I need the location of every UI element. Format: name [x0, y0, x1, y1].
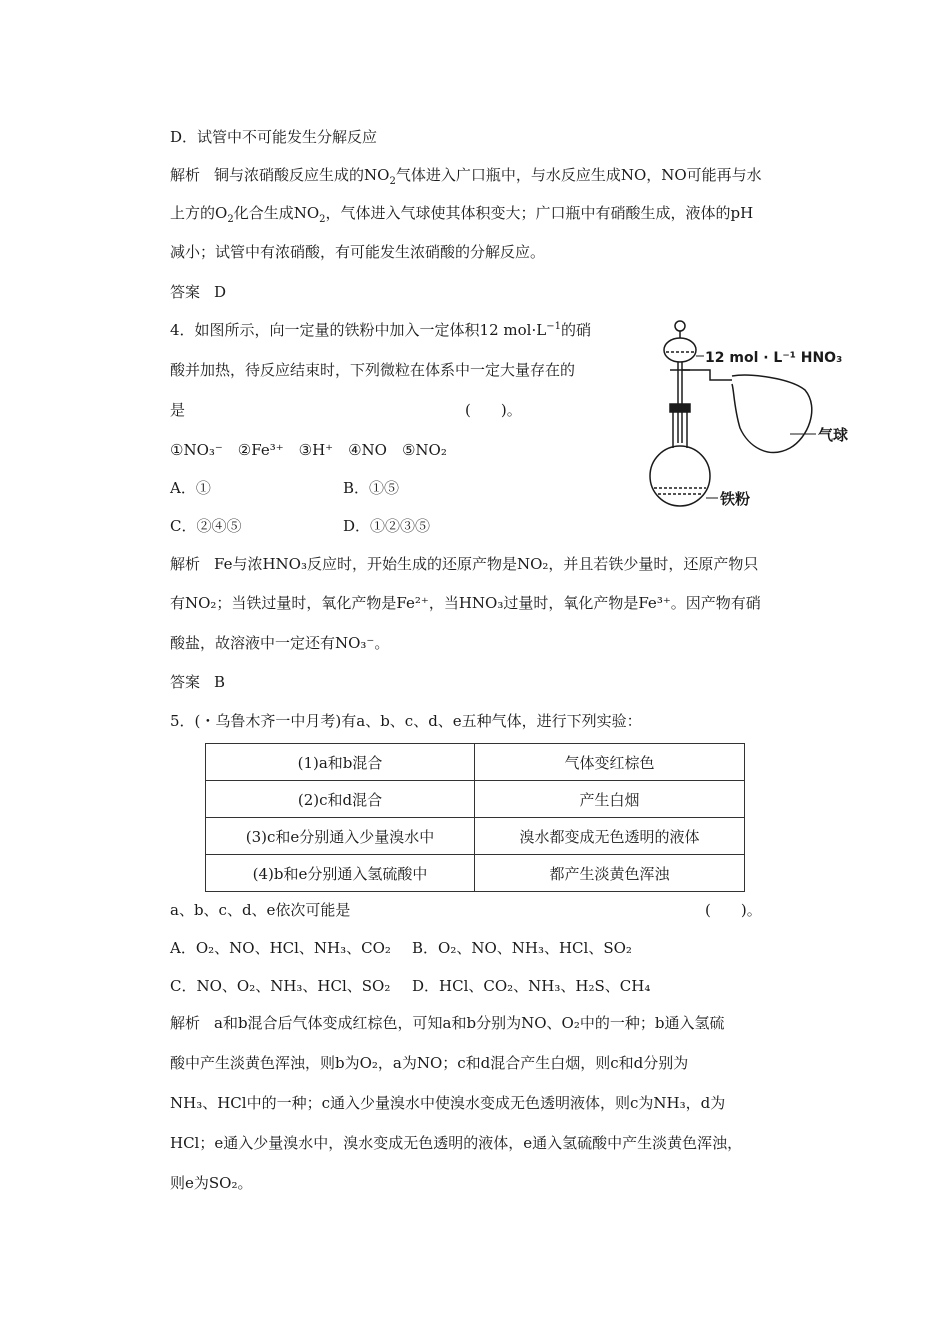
figure-iron-label: 铁粉 — [720, 490, 751, 508]
analysis-label: 解析 — [170, 1014, 201, 1032]
q4-analysis-line-1 — [170, 554, 758, 574]
experiment-table — [205, 743, 745, 892]
q5-analysis-line-3: NH₃、HCl中的一种；c通入少量溴水中使溴水变成无色透明液体，则c为NH₃，d为 — [170, 1094, 726, 1112]
text: 上方的O — [170, 204, 228, 222]
analysis-label: 解析 — [170, 166, 201, 184]
q3-analysis-line-3: 减小；试管中有浓硝酸，有可能发生浓硝酸的分解反应。 — [170, 243, 546, 261]
q3-answer — [170, 282, 226, 302]
q4-option-d: D．①②③⑤ — [343, 517, 431, 535]
table-cell: 溴水都变成无色透明的液体 — [475, 818, 745, 855]
text: 化合生成NO — [233, 204, 320, 222]
q5-stem: 5．(・乌鲁木齐一中月考)有a、b、c、d、e五种气体，进行下列实验： — [170, 712, 642, 730]
answer-label: 答案 — [170, 283, 201, 301]
answer-label: 答案 — [170, 673, 201, 691]
text: Fe与浓HNO₃反应时，开始生成的还原产物是NO₂，并且若铁少量时，还原产物只 — [214, 555, 759, 573]
q5-analysis-line-2: 酸中产生淡黄色浑浊，则b为O₂，a为NO；c和d混合产生白烟，则c和d分别为 — [170, 1054, 689, 1072]
figure-balloon-label: 气球 — [818, 426, 849, 444]
table-cell: 产生白烟 — [475, 781, 745, 818]
table-cell: (4)b和e分别通入氢硫酸中 — [206, 855, 475, 892]
q4-answer-paren: ( )。 — [465, 401, 522, 419]
q5-option-d: D．HCl、CO₂、NH₃、H₂S、CH₄ — [412, 977, 651, 995]
q4-stem-line-2: 酸并加热，待反应结束时，下列微粒在体系中一定大量存在的 — [170, 361, 576, 379]
q4-option-c: C．②④⑤ — [170, 517, 242, 535]
text: 铜与浓硝酸反应生成的NO — [214, 166, 390, 184]
q4-stem-line-1 — [170, 320, 591, 340]
table-cell: 气体变红棕色 — [475, 744, 745, 781]
figure-acid-label: 12 mol · L⁻¹ HNO₃ — [705, 350, 843, 366]
funnel-icon — [664, 321, 696, 443]
table-row — [206, 781, 745, 818]
q5-option-b: B．O₂、NO、NH₃、HCl、SO₂ — [412, 939, 632, 957]
q4-analysis-line-3: 酸盐，故溶液中一定还有NO₃⁻。 — [170, 634, 390, 652]
text: ，气体进入气球使其体积变大；广口瓶中有硝酸生成，液体的pH — [325, 204, 754, 222]
text: 气体进入广口瓶中，与水反应生成NO，NO可能再与水 — [395, 166, 762, 184]
table-row — [206, 744, 745, 781]
q4-analysis-line-2: 有NO₂；当铁过量时，氧化产物是Fe²⁺，当HNO₃过量时，氧化产物是Fe³⁺。因产物有硝 — [170, 594, 761, 612]
q5-analysis-line-5: 则e为SO₂。 — [170, 1174, 253, 1192]
table-cell: (1)a和b混合 — [206, 744, 475, 781]
q4-option-b: B．①⑤ — [343, 479, 400, 497]
analysis-label: 解析 — [170, 555, 201, 573]
balloon-icon — [682, 370, 812, 452]
subscript: 2 — [227, 214, 234, 225]
flask-icon — [650, 404, 710, 506]
q4-answer — [170, 672, 225, 692]
q4-species: ①NO₃⁻ ②Fe³⁺ ③H⁺ ④NO ⑤NO₂ — [170, 441, 447, 459]
table-row — [206, 818, 745, 855]
answer-value: B — [214, 673, 226, 691]
table-row — [206, 855, 745, 892]
apparatus-figure — [640, 318, 860, 518]
q5-option-c: C．NO、O₂、NH₃、HCl、SO₂ — [170, 977, 391, 995]
q3-option-d: D．试管中不可能发生分解反应 — [170, 128, 378, 146]
table-cell: (2)c和d混合 — [206, 781, 475, 818]
table-cell: (3)c和e分别通入少量溴水中 — [206, 818, 475, 855]
q5-answer-paren: ( )。 — [705, 901, 762, 919]
q5-option-a: A．O₂、NO、HCl、NH₃、CO₂ — [170, 939, 391, 957]
text: a和b混合后气体变成红棕色，可知a和b分别为NO、O₂中的一种；b通入氢硫 — [214, 1014, 725, 1032]
table-cell: 都产生淡黄色浑浊 — [475, 855, 745, 892]
q4-stem-line-3: 是 — [170, 401, 186, 419]
superscript: −1 — [546, 321, 561, 332]
answer-value: D — [214, 283, 227, 301]
text: 4．如图所示，向一定量的铁粉中加入一定体积12 mol·L — [170, 321, 547, 339]
q5-analysis-line-1 — [170, 1013, 724, 1033]
q3-analysis-line-2 — [170, 203, 753, 223]
subscript: 2 — [319, 214, 326, 225]
q5-analysis-line-4: HCl；e通入少量溴水中，溴水变成无色透明的液体，e通入氢硫酸中产生淡黄色浑浊， — [170, 1134, 743, 1152]
q4-option-a: A．① — [170, 479, 211, 497]
text: 的硝 — [560, 321, 591, 339]
q3-analysis-line-1 — [170, 165, 762, 185]
q5-question: a、b、c、d、e依次可能是 — [170, 901, 351, 919]
subscript: 2 — [389, 176, 396, 187]
